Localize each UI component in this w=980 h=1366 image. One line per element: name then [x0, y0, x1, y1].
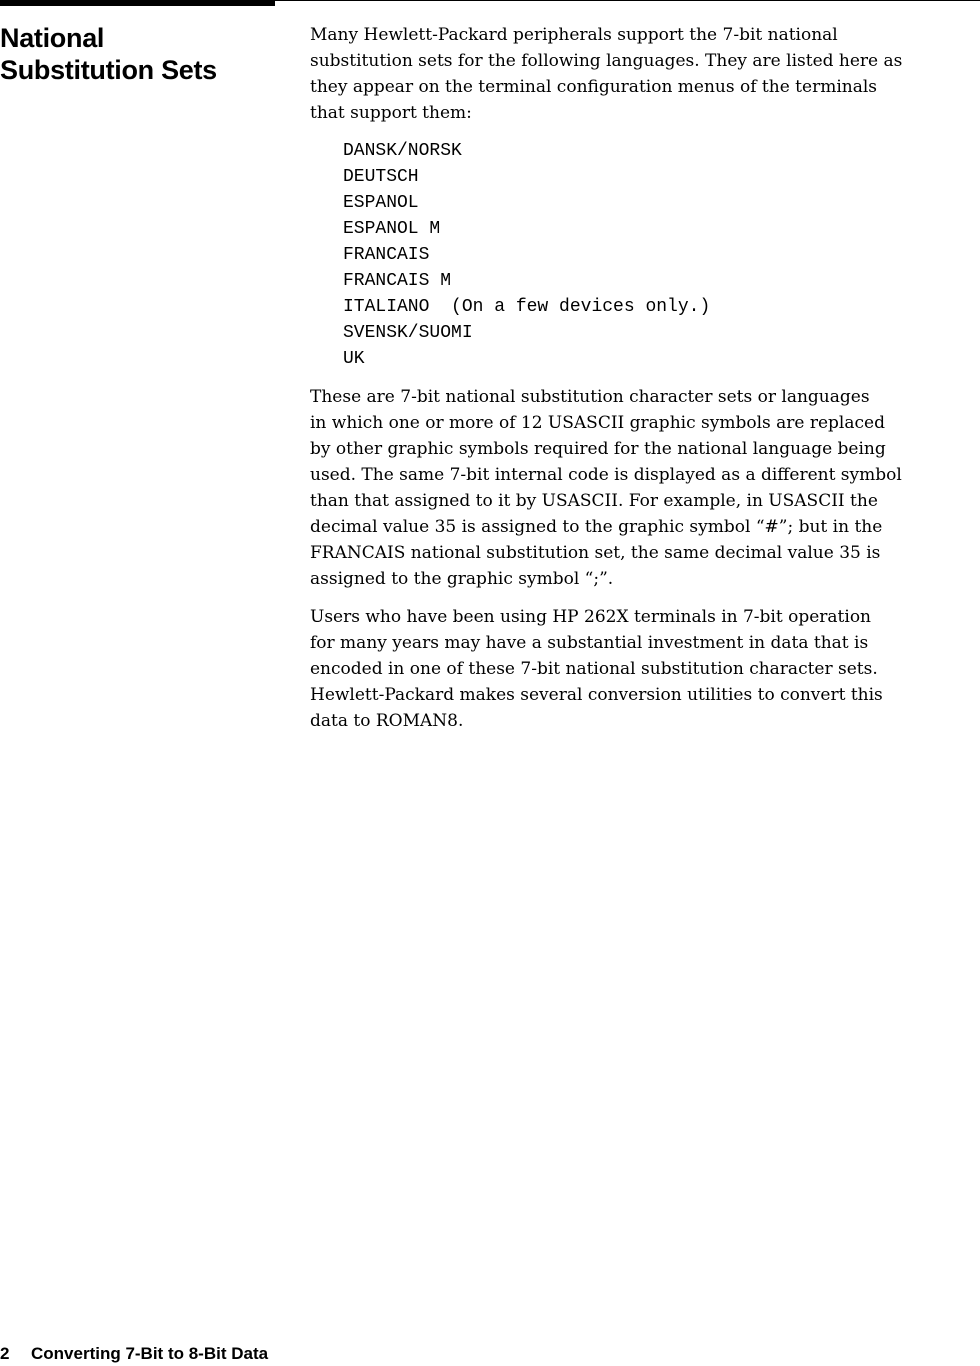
intro-paragraph [310, 22, 975, 126]
language-list [343, 138, 975, 372]
text-line: These are 7-bit national substitution character sets or languages [310, 387, 870, 407]
language-item: DEUTSCH [343, 167, 419, 187]
text-line: they appear on the terminal configuration menus of the terminals [310, 77, 878, 97]
text-line: encoded in one of these 7-bit national substitution character sets. [310, 659, 878, 679]
text-line: that support them: [310, 103, 472, 123]
header-rule-thick [0, 0, 275, 6]
paragraph-gap [310, 592, 975, 604]
substitution-explanation-paragraph [310, 384, 975, 592]
page-footer [0, 1343, 268, 1365]
language-item: ESPANOL [343, 193, 419, 213]
text-line: Users who have been using HP 262X terminals in 7-bit operation [310, 607, 871, 627]
language-item: SVENSK/SUOMI [343, 323, 473, 343]
text-line: for many years may have a substantial investment in data that is [310, 633, 869, 653]
text-line: data to ROMAN8. [310, 711, 464, 731]
running-title: Converting 7-Bit to 8-Bit Data [31, 1344, 269, 1363]
language-item: FRANCAIS M [343, 271, 452, 291]
body-column [310, 22, 975, 734]
text-line: used. The same 7-bit internal code is displayed as a different symbol [310, 465, 902, 485]
text-line: assigned to the graphic symbol “;”. [310, 569, 614, 589]
section-title-line-2: Substitution Sets [0, 55, 217, 85]
language-item: ITALIANO (On a few devices only.) [343, 297, 711, 317]
text-line: decimal value 35 is assigned to the graphic symbol “#”; but in the [310, 517, 883, 537]
page-number: 2 [0, 1344, 10, 1363]
section-title-line-1: National [0, 23, 105, 53]
language-item: ESPANOL M [343, 219, 441, 239]
header-rule-thin [275, 0, 980, 1]
text-line: in which one or more of 12 USASCII graphic symbols are replaced [310, 413, 885, 433]
text-line: than that assigned to it by USASCII. For example, in USASCII the [310, 491, 878, 511]
text-line: by other graphic symbols required for the national language being [310, 439, 886, 459]
language-item: DANSK/NORSK [343, 141, 462, 161]
text-line: substitution sets for the following languages. They are listed here as [310, 51, 903, 71]
text-line: Many Hewlett-Packard peripherals support the 7-bit national [310, 25, 838, 45]
section-title [0, 22, 270, 86]
language-item: UK [343, 349, 365, 369]
language-item: FRANCAIS [343, 245, 430, 265]
text-line: FRANCAIS national substitution set, the same decimal value 35 is [310, 543, 881, 563]
text-line: Hewlett-Packard makes several conversion utilities to convert this [310, 685, 883, 705]
conversion-utilities-paragraph [310, 604, 975, 734]
